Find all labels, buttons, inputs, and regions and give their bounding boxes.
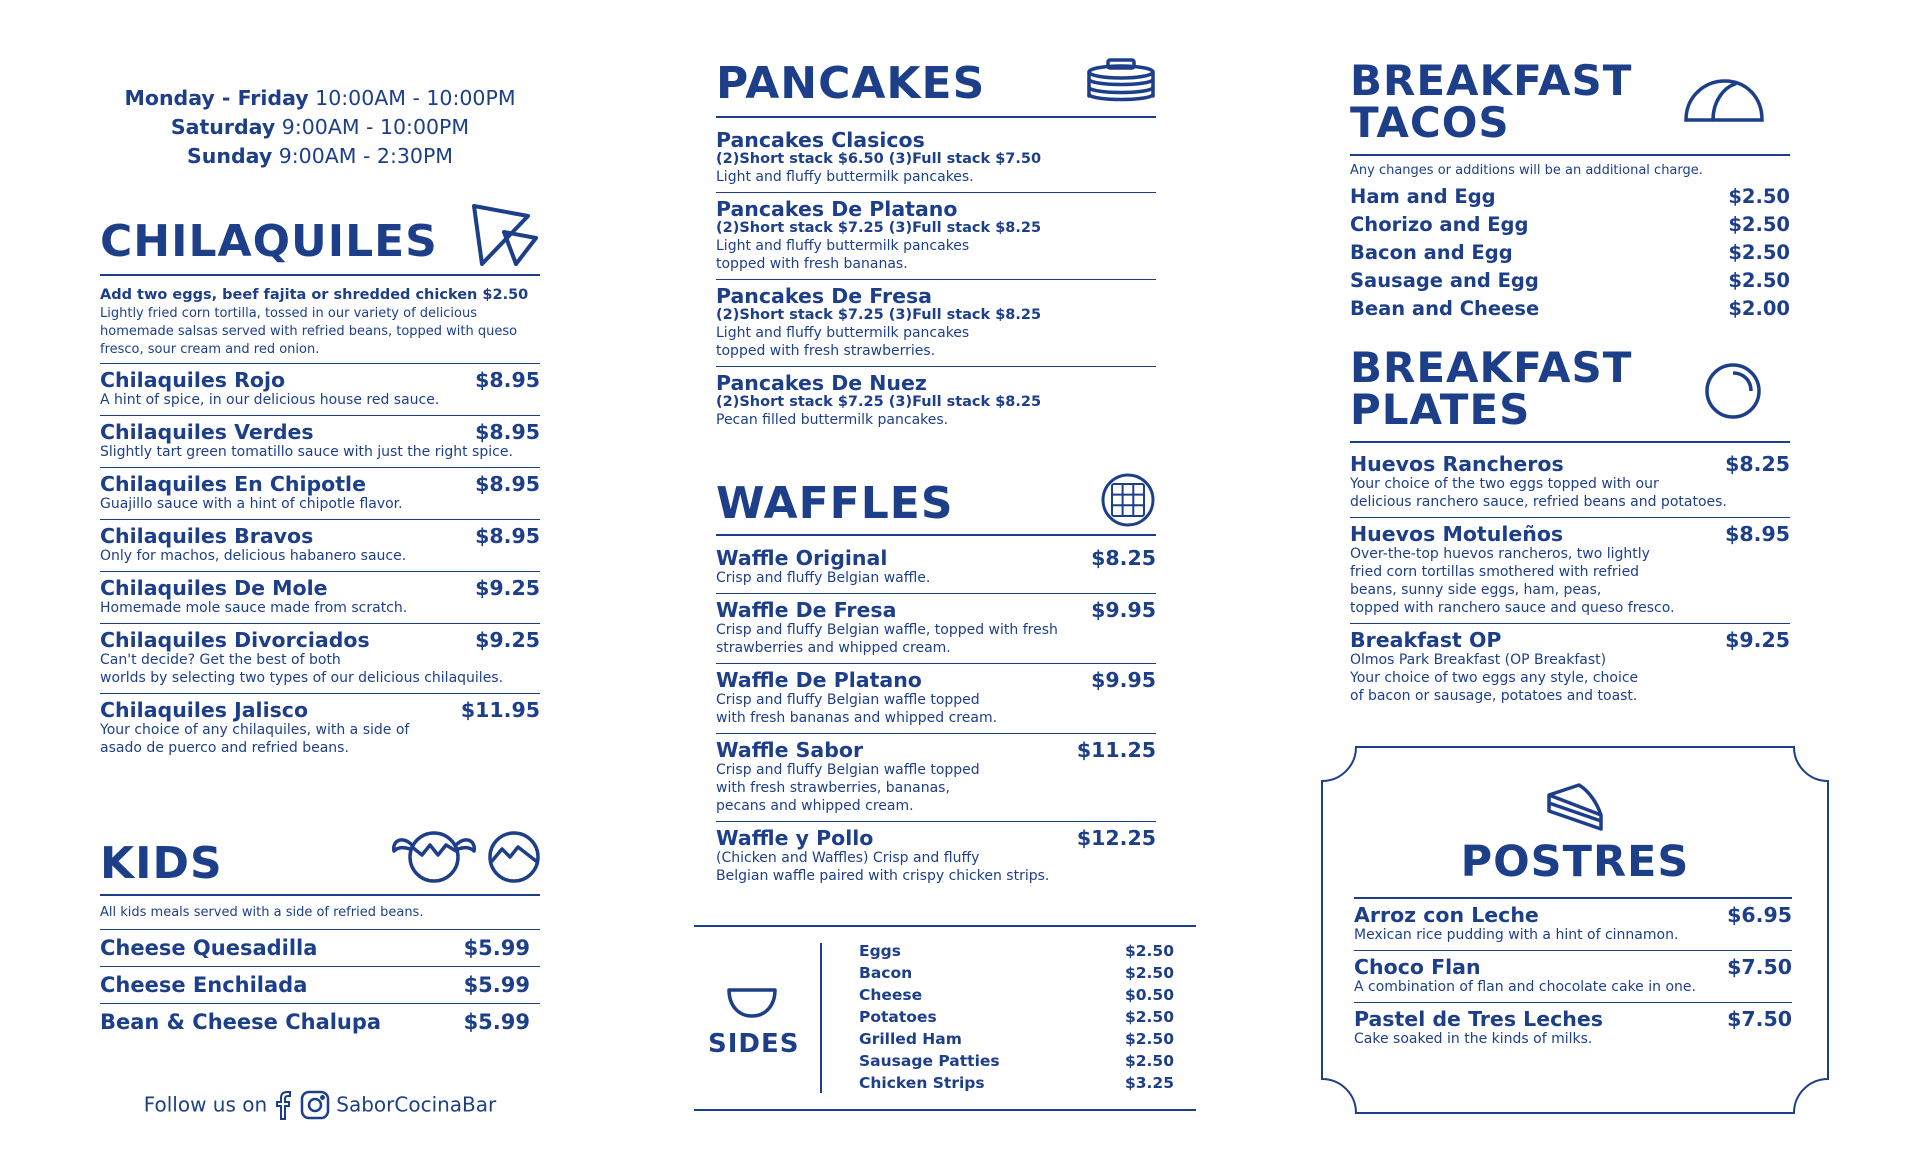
column-left: [100, 0, 540, 1166]
item-name: Chilaquiles Rojo: [100, 368, 286, 392]
menu-item: [100, 364, 540, 416]
side-item: [859, 1072, 1174, 1094]
item-name: Potatoes: [859, 1008, 937, 1026]
item-stack-prices: (2)Short stack $7.25 (3)Full stack $8.25: [716, 307, 1042, 323]
side-item: [859, 984, 1174, 1006]
plate-icon: [1704, 362, 1762, 420]
item-name: Eggs: [859, 942, 902, 960]
pancake-stack-icon: [1086, 58, 1156, 104]
menu-item: [1354, 1003, 1792, 1054]
kids-faces-icon: [390, 825, 540, 885]
item-description: Crisp and fluffy Belgian waffle topped with fresh strawberries, bananas, pecans and whipped cream.: [716, 762, 980, 814]
menu-item: [100, 416, 540, 468]
menu-item: [1350, 183, 1790, 211]
menu-item: [100, 1004, 540, 1040]
tacos-list: [1350, 183, 1790, 323]
taco-icon: [1683, 78, 1765, 124]
hours-time: 9:00AM - 10:00PM: [281, 115, 470, 139]
item-price: $5.99: [463, 936, 530, 960]
item-price: $7.50: [1727, 1007, 1792, 1031]
kids-note: All kids meals served with a side of refried beans.: [100, 905, 424, 920]
title-line: PLATES: [1350, 385, 1531, 434]
section-title: KIDS: [100, 838, 223, 889]
facebook-icon[interactable]: [274, 1089, 294, 1121]
menu-item: [716, 594, 1156, 664]
item-description: Guajillo sauce with a hint of chipotle flavor.: [100, 496, 403, 512]
pancakes-header: [716, 50, 1156, 118]
item-price: $9.25: [475, 576, 540, 600]
menu-item: [716, 542, 1156, 594]
menu-item: [100, 468, 540, 520]
menu-item: [100, 967, 540, 1004]
item-price: $2.50: [1124, 1052, 1174, 1070]
item-name: Pastel de Tres Leches: [1354, 1007, 1603, 1031]
item-name: Chilaquiles Verdes: [100, 420, 314, 444]
menu-item: [1354, 899, 1792, 951]
chilaquiles-header: [100, 200, 540, 276]
sides-title: SIDES: [708, 1029, 800, 1059]
item-price: $8.25: [1091, 546, 1156, 570]
item-price: $6.95: [1727, 903, 1792, 927]
item-stack-prices: (2)Short stack $6.50 (3)Full stack $7.50: [716, 151, 1042, 167]
item-price: $2.50: [1124, 964, 1174, 982]
item-price: $8.25: [1725, 452, 1790, 476]
hours-row: [100, 84, 540, 113]
menu-item: [1350, 211, 1790, 239]
item-description: Olmos Park Breakfast (OP Breakfast) Your choice of two eggs any style, choice of bacon or sausage, potatoes and toast.: [1350, 652, 1639, 704]
item-description: Light and fluffy buttermilk pancakes.: [716, 169, 974, 185]
section-title: WAFFLES: [716, 478, 954, 529]
plates-list: [1350, 448, 1790, 711]
menu-item: [1350, 448, 1790, 518]
item-description: Light and fluffy buttermilk pancakes topped with fresh strawberries.: [716, 325, 970, 359]
item-name: Choco Flan: [1354, 955, 1481, 979]
menu-item: [1350, 239, 1790, 267]
item-description: Slightly tart green tomatillo sauce with just the right spice.: [100, 444, 513, 460]
item-name: Sausage Patties: [859, 1052, 1000, 1070]
kids-list: [100, 929, 540, 1040]
item-name: Cheese: [859, 986, 923, 1004]
item-name: Chilaquiles Divorciados: [100, 628, 370, 652]
item-description: Can't decide? Get the best of both worlds by selecting two types of our delicious chilaquiles.: [100, 652, 504, 686]
item-price: $8.95: [475, 368, 540, 392]
item-name: Bean & Cheese Chalupa: [100, 1010, 382, 1034]
menu-item: [100, 520, 540, 572]
sides-section: [694, 925, 1196, 1111]
item-price: $8.95: [475, 472, 540, 496]
hours-time: 10:00AM - 10:00PM: [315, 86, 516, 110]
postres-box: [1320, 745, 1830, 1115]
menu-item: [716, 124, 1156, 193]
hours-day: Sunday: [187, 144, 273, 168]
item-description: Mexican rice pudding with a hint of cinnamon.: [1354, 927, 1679, 943]
sides-divider: [820, 943, 822, 1093]
item-price: $12.25: [1076, 826, 1156, 850]
item-price: $3.25: [1124, 1074, 1174, 1092]
item-name: Pancakes De Nuez: [716, 371, 927, 395]
item-name: Bacon: [859, 964, 913, 982]
hours-day: Saturday: [170, 115, 276, 139]
hours-row: [100, 142, 540, 171]
social-follow: [100, 1088, 540, 1121]
item-price: $2.50: [1728, 185, 1790, 208]
item-price: $2.50: [1728, 269, 1790, 292]
item-description: (Chicken and Waffles) Crisp and fluffy Belgian waffle paired with crispy chicken strips.: [716, 850, 1050, 884]
waffles-list: [716, 542, 1156, 891]
item-name: Sausage and Egg: [1350, 269, 1539, 292]
item-name: Arroz con Leche: [1354, 903, 1539, 927]
item-name: Grilled Ham: [859, 1030, 962, 1048]
menu-item: [716, 367, 1156, 435]
item-price: $9.95: [1091, 668, 1156, 692]
title-line: BREAKFAST: [1350, 56, 1633, 105]
menu-item: [1354, 951, 1792, 1003]
menu-item: [1350, 518, 1790, 624]
menu-item: [716, 193, 1156, 280]
column-middle: [708, 0, 1174, 1166]
title-line: TACOS: [1350, 98, 1510, 147]
menu-item: [100, 624, 540, 694]
item-price: $2.50: [1124, 942, 1174, 960]
item-description: Your choice of the two eggs topped with our delicious ranchero sauce, refried beans and potatoes.: [1350, 476, 1727, 510]
menu-item: [100, 572, 540, 624]
chilaquiles-note: [100, 286, 540, 359]
item-description: A combination of flan and chocolate cake in one.: [1354, 979, 1696, 995]
item-name: Waffle Sabor: [716, 738, 864, 762]
item-description: Your choice of any chilaquiles, with a side of asado de puerco and refried beans.: [100, 722, 410, 756]
item-description: Crisp and fluffy Belgian waffle, topped with fresh strawberries and whipped cream.: [716, 622, 1058, 656]
item-description: A hint of spice, in our delicious house red sauce.: [100, 392, 440, 408]
item-name: Huevos Motuleños: [1350, 522, 1564, 546]
item-price: $2.50: [1728, 213, 1790, 236]
menu-item: [100, 930, 540, 967]
item-price: $2.00: [1728, 297, 1790, 320]
item-description: Only for machos, delicious habanero sauce.: [100, 548, 407, 564]
section-title: PANCAKES: [716, 58, 986, 109]
item-price: $9.25: [475, 628, 540, 652]
item-name: Bacon and Egg: [1350, 241, 1513, 264]
item-description: Cake soaked in the kinds of milks.: [1354, 1031, 1593, 1047]
item-price: $8.95: [475, 420, 540, 444]
item-price: $2.50: [1728, 241, 1790, 264]
item-name: Huevos Rancheros: [1350, 452, 1564, 476]
hours-time: 9:00AM - 2:30PM: [278, 144, 453, 168]
item-name: Chilaquiles De Mole: [100, 576, 328, 600]
chilaquiles-list: [100, 363, 540, 763]
item-price: $9.95: [1091, 598, 1156, 622]
chilaquiles-description: Lightly fried corn tortilla, tossed in our variety of delicious homemade salsas served with refried beans, topped with queso fresco, sour cream and red onion.: [100, 306, 518, 357]
instagram-icon[interactable]: [300, 1090, 330, 1120]
menu-item: [100, 694, 540, 763]
plates-header: [1350, 343, 1790, 443]
item-name: Waffle y Pollo: [716, 826, 874, 850]
waffles-header: [716, 470, 1156, 536]
opening-hours: [100, 84, 540, 171]
waffle-icon: [1100, 472, 1156, 528]
item-price: $8.95: [475, 524, 540, 548]
item-name: Pancakes De Platano: [716, 197, 958, 221]
menu-item: [1350, 624, 1790, 711]
item-price: $7.50: [1727, 955, 1792, 979]
item-description: Over-the-top huevos rancheros, two lightly fried corn tortillas smothered with refried beans, sunny side eggs, ham, peas, topped with ranchero sauce and queso fresco.: [1350, 546, 1675, 616]
item-price: $11.25: [1076, 738, 1156, 762]
tacos-note: Any changes or additions will be an additional charge.: [1350, 163, 1703, 178]
item-description: Pecan filled buttermilk pancakes.: [716, 412, 949, 428]
tacos-header: [1350, 56, 1790, 156]
side-item: [859, 962, 1174, 984]
item-description: Light and fluffy buttermilk pancakes topped with fresh bananas.: [716, 238, 970, 272]
item-price: $9.25: [1725, 628, 1790, 652]
cake-slice-icon: [1543, 781, 1607, 837]
item-name: Chilaquiles En Chipotle: [100, 472, 366, 496]
item-price: $2.50: [1124, 1008, 1174, 1026]
side-item: [859, 1050, 1174, 1072]
kids-header: [100, 822, 540, 896]
item-price: $0.50: [1124, 986, 1174, 1004]
item-price: $5.99: [463, 973, 530, 997]
item-description: Crisp and fluffy Belgian waffle topped with fresh bananas and whipped cream.: [716, 692, 998, 726]
social-handle[interactable]: SaborCocinaBar: [336, 1092, 497, 1117]
item-name: Pancakes Clasicos: [716, 128, 925, 152]
hours-row: [100, 113, 540, 142]
hours-day: Monday - Friday: [124, 86, 309, 110]
tortilla-chips-icon: [470, 202, 540, 266]
side-item: [859, 940, 1174, 962]
menu-item: [716, 664, 1156, 734]
item-name: Chilaquiles Bravos: [100, 524, 314, 548]
item-name: Cheese Quesadilla: [100, 936, 318, 960]
column-right: [1350, 0, 1790, 1166]
side-item: [859, 1028, 1174, 1050]
postres-list: [1354, 897, 1792, 1054]
side-item: [859, 1006, 1174, 1028]
item-name: Chorizo and Egg: [1350, 213, 1529, 236]
menu-item: [1350, 295, 1790, 323]
item-name: Chilaquiles Jalisco: [100, 698, 309, 722]
item-name: Bean and Cheese: [1350, 297, 1540, 320]
menu-item: [1350, 267, 1790, 295]
item-name: Waffle De Fresa: [716, 598, 897, 622]
menu-item: [716, 734, 1156, 822]
chilaquiles-addon: Add two eggs, beef fajita or shredded chicken $2.50: [100, 287, 529, 303]
menu-item: [716, 280, 1156, 367]
item-stack-prices: (2)Short stack $7.25 (3)Full stack $8.25: [716, 220, 1042, 236]
item-name: Cheese Enchilada: [100, 973, 308, 997]
sides-list: [859, 940, 1174, 1094]
item-name: Pancakes De Fresa: [716, 284, 933, 308]
section-title: POSTRES: [1460, 837, 1690, 887]
pancakes-list: [716, 124, 1156, 435]
item-name: Waffle De Platano: [716, 668, 922, 692]
item-name: Breakfast OP: [1350, 628, 1502, 652]
item-price: $2.50: [1124, 1030, 1174, 1048]
item-price: $11.95: [460, 698, 540, 722]
item-stack-prices: (2)Short stack $7.25 (3)Full stack $8.25: [716, 394, 1042, 410]
item-name: Ham and Egg: [1350, 185, 1496, 208]
menu-item: [716, 822, 1156, 891]
item-description: Crisp and fluffy Belgian waffle.: [716, 570, 931, 586]
item-price: $5.99: [463, 1010, 530, 1034]
item-name: Chicken Strips: [859, 1074, 985, 1092]
item-description: Homemade mole sauce made from scratch.: [100, 600, 408, 616]
title-line: BREAKFAST: [1350, 343, 1633, 392]
bowl-icon: [726, 987, 778, 1019]
item-name: Waffle Original: [716, 546, 888, 570]
section-title: CHILAQUILES: [100, 216, 438, 267]
follow-label: Follow us on: [143, 1092, 268, 1117]
item-price: $8.95: [1725, 522, 1790, 546]
